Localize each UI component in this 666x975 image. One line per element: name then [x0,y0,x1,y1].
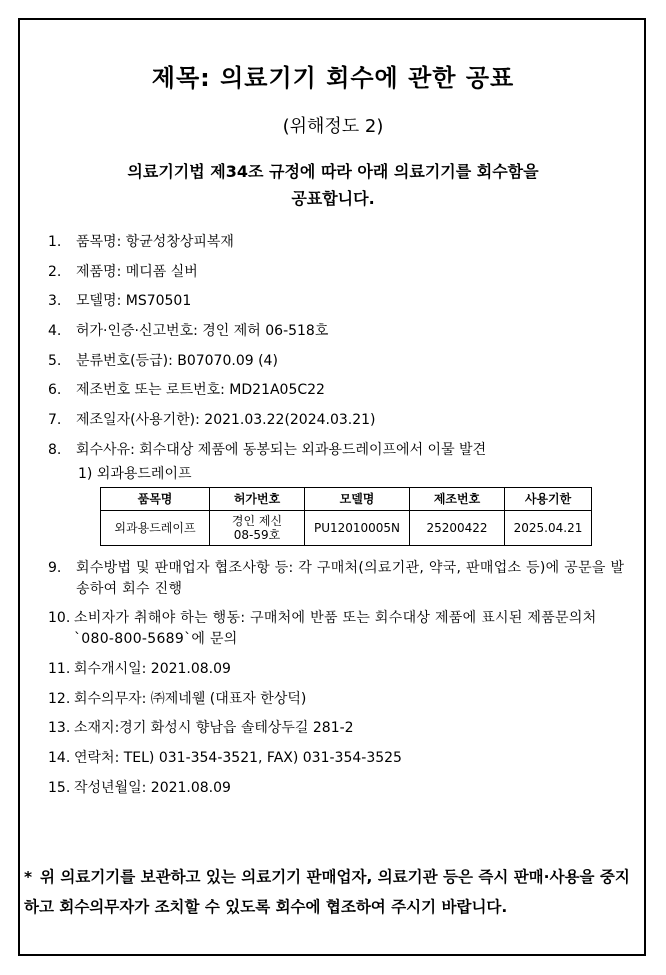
table-cell: 25200422 [410,510,505,545]
table-cell [210,510,305,545]
hazard-level: (위해정도 2) [282,116,384,137]
list-item: 14. 연락처: TEL) 031-354-3521, FAX) 031-354-3525 [48,749,402,766]
notice-paragraph [24,862,644,922]
intro-line: 의료기기법 제34조 규정에 따라 아래 의료기기를 회수함을 [127,162,539,181]
permit-line: 경인 제신 [231,513,283,528]
list-item: 1. 품목명: 항균성창상피복재 [48,234,234,250]
table-cell: 외과용드레이프 [101,510,210,545]
parts-table [100,487,592,546]
list-item: 15. 작성년월일: 2021.08.09 [48,779,231,796]
table-header: 모델명 [305,487,410,510]
table-row [101,510,592,545]
list-item: 7. 제조일자(사용기한): 2021.03.22(2024.03.21) [48,412,376,429]
sub-item-label: 1) 외과용드레이프 [78,465,192,482]
table-cell: 2025.04.21 [505,510,592,545]
table-header: 허가번호 [210,487,305,510]
list-item: 12. 회수의무자: ㈜제네웰 (대표자 한상덕) [48,690,307,707]
table-header: 제조번호 [410,487,505,510]
asterisk-mark: * [24,868,33,886]
intro-line: 공표합니다. [291,189,375,208]
page-title: 제목: 의료기기 회수에 관한 공표 [151,64,515,92]
list-item: 13. 소재지:경기 화성시 향남읍 솔테상두길 281-2 [48,720,354,737]
list-item: 10. 소비자가 취해야 하는 행동: 구매처에 반품 또는 회수대상 제품에 표시된 제품문의처 `080-800-5689`에 문의 [48,610,597,648]
list-item: 9. 회수방법 및 판매업자 협조사항 등: 각 구매처(의료기관, 약국, 판매업소 등)에 공문을 발송하여 회수 진행 [48,559,625,597]
notice-text: 위 의료기기를 보관하고 있는 의료기기 판매업자, 의료기관 등은 즉시 판매·사용을 중지하고 회수의무자가 조치할 수 있도록 회수에 협조하여 주시기 바랍니다. [24,868,630,916]
table-header: 사용기한 [505,487,592,510]
table-header: 품목명 [101,487,210,510]
table-cell: PU12010005N [305,510,410,545]
item-list [48,232,638,807]
list-item: 3. 모델명: MS70501 [48,293,192,310]
intro-paragraph [60,158,606,212]
list-item: 8. 회수사유: 회수대상 제품에 동봉되는 외과용드레이프에서 이물 발견 [48,441,487,458]
list-item: 2. 제품명: 메디폼 실버 [48,263,198,280]
list-item: 11. 회수개시일: 2021.08.09 [48,660,231,677]
list-item: 4. 허가·인증·신고번호: 경인 제허 06-518호 [48,323,329,340]
list-item: 5. 분류번호(등급): B07070.09 (4) [48,352,278,369]
permit-line: 08-59호 [233,527,281,542]
table-header-row [101,487,592,510]
list-item: 6. 제조번호 또는 로트번호: MD21A05C22 [48,382,325,399]
